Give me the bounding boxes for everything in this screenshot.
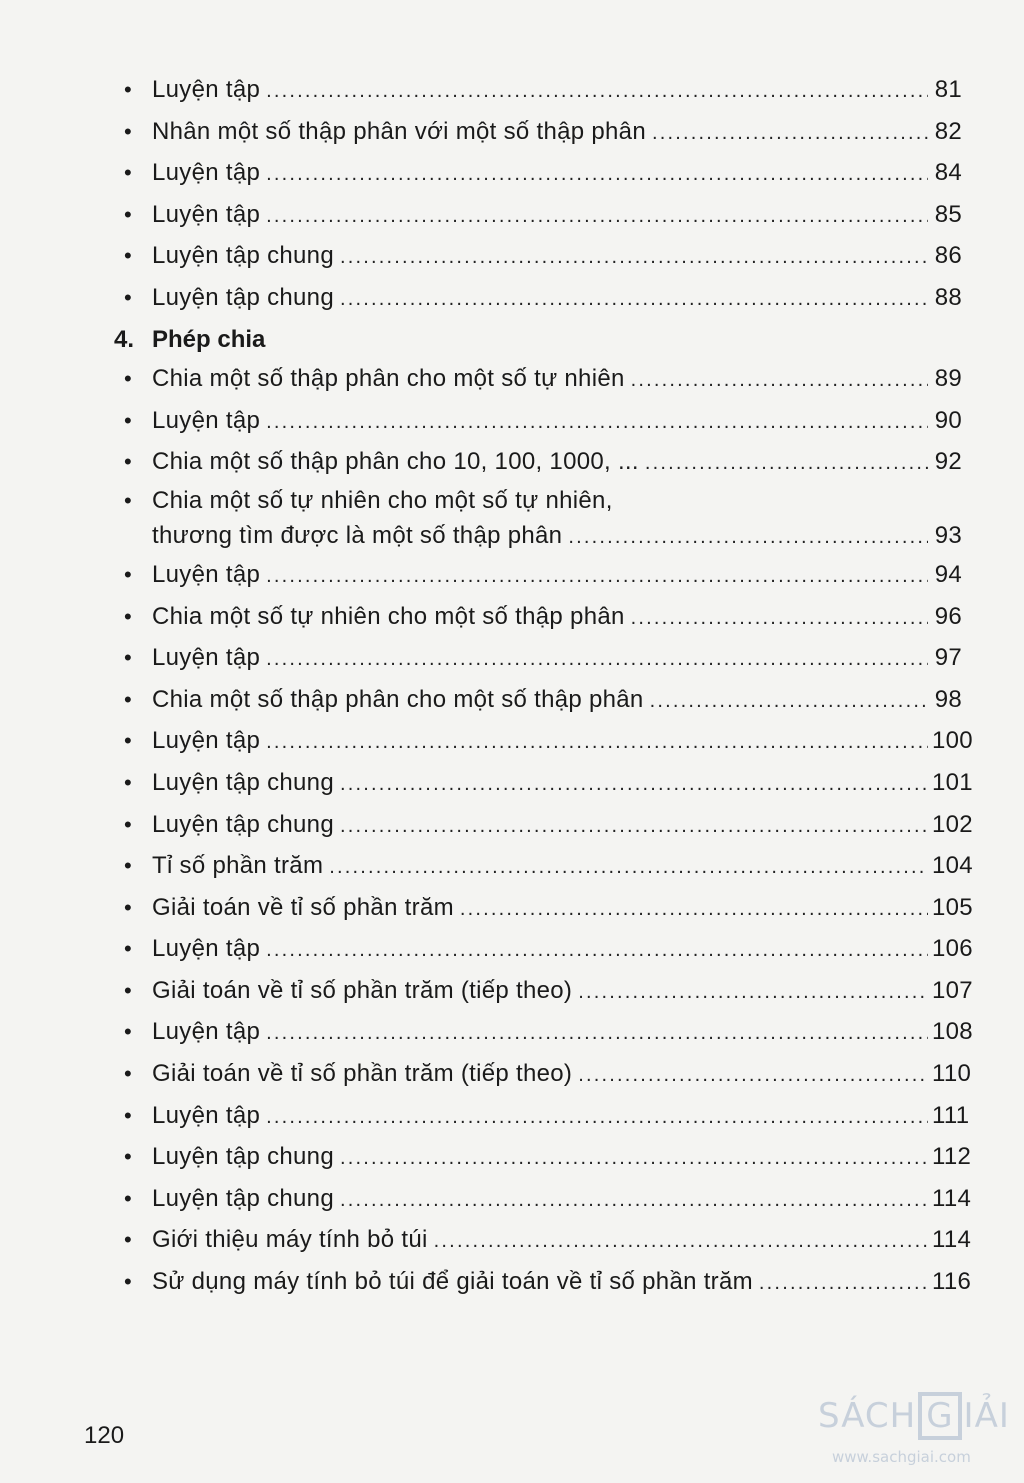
bullet: • (124, 769, 133, 795)
leader-dots (340, 1139, 928, 1179)
bullet: • (124, 1061, 133, 1087)
bullet: • (124, 201, 133, 227)
watermark-part-3: IẢI (963, 1396, 1010, 1436)
toc-entry-title: Tỉ số phần trăm (152, 852, 324, 880)
bullet: • (124, 160, 133, 186)
toc-entry (110, 763, 973, 805)
watermark-part-1: SÁCH (818, 1396, 917, 1436)
bullet: • (124, 853, 133, 879)
toc-entry-page: 82 (934, 117, 962, 145)
page-number: 120 (84, 1422, 125, 1449)
toc-entry-title-continued: thương tìm được là một số thập phân (152, 521, 563, 549)
toc-entry-title: Luyện tập chung (152, 1143, 334, 1171)
bullet: • (124, 487, 133, 513)
section-heading (110, 320, 962, 360)
toc-entry (110, 1179, 972, 1221)
toc-entry-title: Luyện tập chung (152, 810, 334, 838)
leader-dots (759, 1264, 928, 1304)
toc-entry (110, 1054, 972, 1096)
toc-entry-page: 110 (932, 1060, 972, 1088)
toc-entry-page: 112 (932, 1143, 972, 1171)
toc-entry (110, 1137, 972, 1179)
toc-entry-page: 94 (934, 560, 962, 588)
toc-entry-page: 90 (934, 406, 962, 434)
bullet: • (124, 1185, 133, 1211)
toc-entry-page: 114 (932, 1226, 972, 1254)
toc-entry (110, 888, 973, 930)
bullet: • (124, 118, 133, 144)
toc-entry-page: 89 (934, 365, 962, 393)
toc-entry-multiline (110, 484, 962, 555)
bullet: • (124, 686, 133, 712)
watermark-boxed-letter: G (918, 1392, 961, 1440)
leader-dots (266, 931, 928, 971)
leader-dots (578, 973, 928, 1013)
toc-entry-title: Giới thiệu máy tính bỏ túi (152, 1226, 428, 1254)
bullet: • (124, 1269, 133, 1295)
table-of-contents (110, 70, 973, 1304)
bullet: • (124, 603, 133, 629)
toc-entry-page: 88 (934, 283, 962, 311)
toc-entry-page: 92 (934, 448, 962, 476)
bullet: • (124, 936, 133, 962)
leader-dots (266, 197, 928, 237)
toc-entry-page: 114 (932, 1184, 972, 1212)
toc-entry-page: 105 (932, 893, 973, 921)
toc-entry-title: Giải toán về tỉ số phần trăm (tiếp theo) (152, 1060, 573, 1088)
leader-dots (645, 444, 928, 484)
toc-entry-page: 86 (934, 242, 962, 270)
toc-entry (110, 805, 973, 847)
toc-entry-title: Luyện tập chung (152, 242, 334, 270)
toc-entry-title: Luyện tập (152, 406, 261, 434)
toc-entry-title: Chia một số tự nhiên cho một số tự nhiên, (152, 486, 613, 514)
toc-entry-title: Sử dụng máy tính bỏ túi để giải toán về tỉ số phần trăm (152, 1268, 753, 1296)
leader-dots (266, 1014, 928, 1054)
bullet: • (124, 1144, 133, 1170)
bullet: • (124, 407, 133, 433)
bullet: • (124, 1227, 133, 1253)
toc-entry (110, 70, 962, 112)
toc-entry (110, 846, 973, 888)
toc-entry-title: Luyện tập (152, 200, 261, 228)
toc-entry-title: Giải toán về tỉ số phần trăm (152, 893, 454, 921)
section-number: 4. (114, 325, 135, 353)
leader-dots (266, 1098, 928, 1138)
toc-entry-page: 108 (932, 1018, 973, 1046)
bullet: • (124, 728, 133, 754)
toc-entry (110, 1012, 973, 1054)
leader-dots (340, 1181, 928, 1221)
toc-entry-title: Luyện tập (152, 935, 261, 963)
bullet: • (124, 561, 133, 587)
toc-entry-page: 101 (932, 768, 973, 796)
toc-entry-title: Luyện tập chung (152, 768, 334, 796)
leader-dots (631, 361, 928, 401)
toc-entry (110, 442, 962, 484)
watermark-url: www.sachgiai.com (832, 1448, 971, 1466)
toc-entry-title: Luyện tập chung (152, 283, 334, 311)
leader-dots (340, 238, 928, 278)
toc-entry-title: Chia một số thập phân cho 10, 100, 1000, ... (152, 448, 639, 476)
toc-entry-page: 104 (932, 852, 973, 880)
toc-entry-title: Luyện tập (152, 1101, 261, 1129)
leader-dots (266, 557, 928, 597)
bullet: • (124, 894, 133, 920)
leader-dots (266, 640, 928, 680)
toc-entry-page: 107 (932, 976, 973, 1004)
toc-entry-page: 116 (932, 1268, 972, 1296)
bullet: • (124, 1019, 133, 1045)
toc-entry (110, 236, 962, 278)
toc-entry (110, 555, 962, 597)
leader-dots (578, 1056, 928, 1096)
bullet: • (124, 811, 133, 837)
leader-dots (340, 765, 928, 805)
toc-entry-page: 102 (932, 810, 973, 838)
toc-entry-page: 97 (934, 644, 962, 672)
toc-entry (110, 721, 973, 763)
toc-entry-title: Luyện tập (152, 1018, 261, 1046)
toc-entry-page: 81 (934, 76, 962, 103)
section-title: Phép chia (152, 325, 266, 353)
toc-entry-page: 93 (934, 521, 962, 549)
toc-entry-title: Giải toán về tỉ số phần trăm (tiếp theo) (152, 976, 573, 1004)
toc-entry (110, 638, 962, 680)
leader-dots (340, 807, 928, 847)
leader-dots (266, 155, 928, 195)
toc-entry-title: Luyện tập (152, 76, 261, 103)
leader-dots (568, 519, 928, 555)
leader-dots (460, 890, 928, 930)
toc-entry-title: Luyện tập (152, 727, 261, 755)
toc-entry-page: 100 (932, 727, 973, 755)
toc-entry (110, 971, 973, 1013)
toc-entry (110, 1096, 970, 1138)
toc-entry (110, 1220, 972, 1262)
toc-entry-title: Chia một số thập phân cho một số thập phân (152, 685, 644, 713)
leader-dots (329, 848, 928, 888)
toc-entry-page: 85 (934, 200, 962, 228)
toc-entry-page: 98 (934, 685, 962, 713)
bullet: • (124, 449, 133, 475)
toc-entry (110, 112, 962, 154)
bullet: • (124, 1102, 133, 1128)
bullet: • (124, 284, 133, 310)
toc-entry-page: 111 (932, 1101, 970, 1129)
toc-entry-title: Luyện tập (152, 159, 261, 187)
toc-entry (110, 153, 962, 195)
toc-entry (110, 1262, 972, 1304)
toc-entry-title: Luyện tập chung (152, 1184, 334, 1212)
leader-dots (631, 599, 928, 639)
toc-entry (110, 359, 962, 401)
leader-dots (650, 682, 928, 722)
toc-entry (110, 195, 962, 237)
toc-entry (110, 278, 962, 320)
bullet: • (124, 645, 133, 671)
toc-entry-title: Luyện tập (152, 560, 261, 588)
toc-entry (110, 401, 962, 443)
toc-entry (110, 597, 962, 639)
toc-entry-title: Chia một số thập phân cho một số tự nhiên (152, 365, 625, 393)
bullet: • (124, 366, 133, 392)
leader-dots (340, 280, 928, 320)
leader-dots (266, 403, 928, 443)
leader-dots (652, 114, 928, 154)
toc-entry-title: Luyện tập (152, 644, 261, 672)
toc-entry-title: Nhân một số thập phân với một số thập phân (152, 117, 646, 145)
toc-entry-line-1 (110, 484, 962, 518)
toc-entry-title: Chia một số tự nhiên cho một số thập phân (152, 602, 625, 630)
watermark-logo (818, 1392, 1018, 1472)
toc-entry-page: 84 (934, 159, 962, 187)
toc-entry (110, 929, 973, 971)
bullet: • (124, 77, 133, 102)
bullet: • (124, 977, 133, 1003)
leader-dots (266, 723, 928, 763)
watermark-text (818, 1396, 1010, 1436)
toc-entry-page: 106 (932, 935, 973, 963)
toc-entry-page: 96 (934, 602, 962, 630)
toc-entry (110, 680, 962, 722)
bullet: • (124, 243, 133, 269)
leader-dots (434, 1222, 928, 1262)
leader-dots (266, 72, 928, 112)
toc-entry-line-2 (110, 518, 962, 555)
